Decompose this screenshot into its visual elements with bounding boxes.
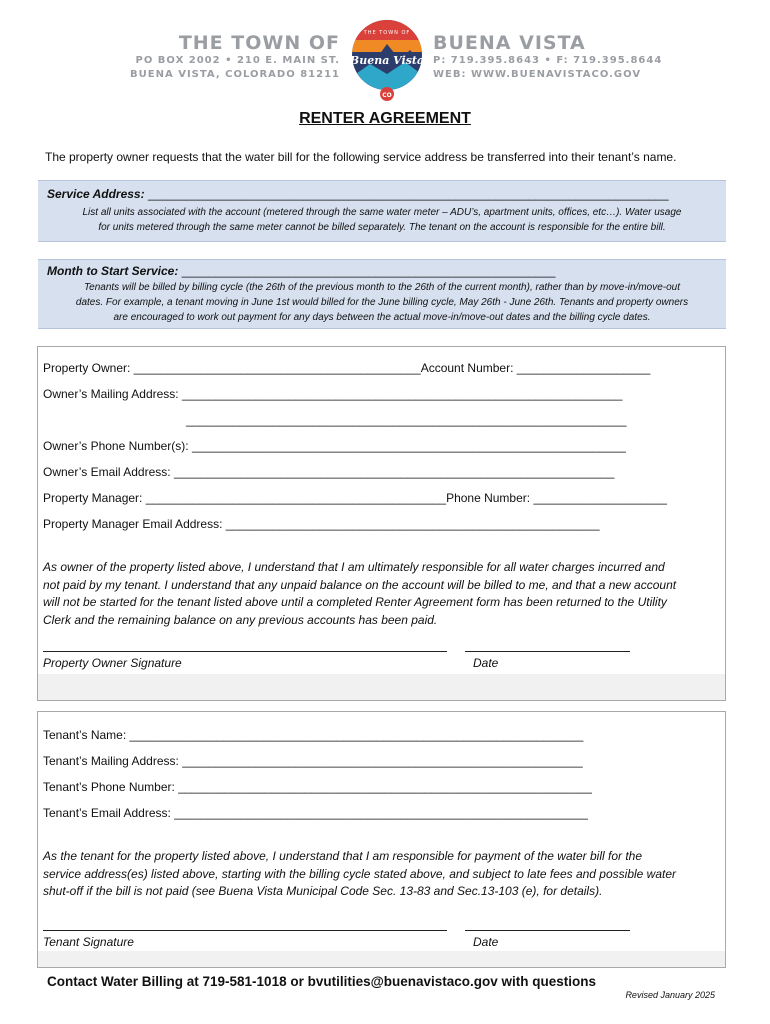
manager-phone-label: Phone Number: <box>446 491 531 505</box>
start-month-line: ________________________________________________________ <box>181 264 556 278</box>
start-month-section <box>38 259 726 329</box>
owner-mailing-label: Owner’s Mailing Address: <box>43 387 179 401</box>
billing-note-line2: dates. For example, a tenant moving in June 1st would billed for the June billing cycle, May 26th - June 26th. Tenants and property owners <box>75 297 689 308</box>
letterhead-web-line: WEB: WWW.BUENAVISTACO.GOV <box>433 69 642 80</box>
service-address-section <box>38 180 726 242</box>
start-month-field[interactable] <box>47 264 555 278</box>
revision-date: Revised January 2025 <box>625 990 715 1000</box>
letterhead-address-line2: BUENA VISTA, COLORADO 81211 <box>130 69 340 80</box>
letterhead-address-block <box>130 32 340 82</box>
tenant-signature-line[interactable] <box>43 930 447 931</box>
account-number-line: ____________________ <box>516 361 651 375</box>
owner-email-field[interactable] <box>43 465 614 479</box>
letterhead <box>0 18 770 104</box>
owner-signature-line[interactable] <box>43 651 447 652</box>
seal-name-text: Buena Vista <box>350 54 424 67</box>
owner-mailing-line-2: __________________________________________________________________ <box>186 413 627 427</box>
seal-state-text: CO <box>382 92 392 99</box>
billing-cycle-note <box>48 280 716 325</box>
owner-phone-field[interactable] <box>43 439 626 453</box>
tenant-mailing-line: ____________________________________________________________ <box>182 754 583 768</box>
owner-phone-label: Owner’s Phone Number(s): <box>43 439 189 453</box>
tenant-phone-field[interactable] <box>43 780 592 794</box>
service-note-line2: for units metered through the same meter cannot be billed separately. The tenant on the account is responsible for the entire bill. <box>98 222 666 233</box>
owner-signature-label: Property Owner Signature <box>43 656 182 670</box>
owner-date-label: Date <box>473 656 499 670</box>
tenant-email-line: ______________________________________________________________ <box>174 806 588 820</box>
property-owner-line: ___________________________________________ <box>133 361 421 375</box>
letterhead-phone-line: P: 719.395.8643 • F: 719.395.8644 <box>433 55 663 66</box>
property-owner-field[interactable] <box>43 361 650 375</box>
tenant-date-label: Date <box>473 935 499 949</box>
tenant-mailing-address-field[interactable] <box>43 754 583 768</box>
owner-statement-line3: will not be started for the tenant listed above until a completed Renter Agreement form has been returned to the Utility <box>43 595 667 609</box>
tenant-statement-line1: As the tenant for the property listed above, I understand that I am responsible for payment of the water bill for the <box>43 849 643 863</box>
owner-mailing-address-field-2[interactable] <box>186 413 626 427</box>
owner-phone-line: _________________________________________________________________ <box>191 439 626 453</box>
property-owner-label: Property Owner: <box>43 361 131 375</box>
tenant-name-label: Tenant’s Name: <box>43 728 127 742</box>
property-manager-line: _____________________________________________ <box>145 491 447 505</box>
owner-date-line[interactable] <box>465 651 630 652</box>
property-manager-field[interactable] <box>43 491 667 505</box>
owner-statement-line1: As owner of the property listed above, I understand that I am ultimately responsible for all water charges incurred and <box>43 560 665 574</box>
owner-responsibility-statement <box>43 559 721 629</box>
contact-info: Contact Water Billing at 719-581-1018 or bvutilities@buenavistaco.gov with questions <box>47 974 597 989</box>
tenant-phone-label: Tenant’s Phone Number: <box>43 780 175 794</box>
tenant-name-field[interactable] <box>43 728 583 742</box>
tenant-section-footer <box>38 951 725 967</box>
manager-phone-line: ____________________ <box>533 491 667 505</box>
billing-note-line3: are encouraged to work out payment for any days between the actual move-in/move-out dates and the billing cycle dates. <box>113 312 651 323</box>
tenant-name-line: ____________________________________________________________________ <box>129 728 584 742</box>
letterhead-right-title: BUENA VISTA <box>433 32 586 54</box>
town-seal-logo <box>350 18 424 104</box>
start-month-label: Month to Start Service: <box>47 264 179 278</box>
letterhead-address-line1: PO BOX 2002 • 210 E. MAIN ST. <box>135 55 340 66</box>
owner-statement-line4: Clerk and the remaining balance on any previous accounts has been paid. <box>43 612 438 627</box>
account-number-label: Account Number: <box>420 361 514 375</box>
tenant-responsibility-statement <box>43 848 721 901</box>
manager-email-line: ________________________________________________________ <box>225 517 600 531</box>
tenant-statement-line3: shut-off if the bill is not paid (see Buena Vista Municipal Code Sec. 13-83 and Sec.13-103 (e), for details). <box>43 884 603 898</box>
seal-top-text: THE TOWN OF <box>363 30 411 36</box>
tenant-mailing-label: Tenant’s Mailing Address: <box>43 754 179 768</box>
page-title: RENTER AGREEMENT <box>299 110 471 127</box>
owner-section <box>37 346 726 701</box>
tenant-statement-line2: service address(es) listed above, starting with the billing cycle stated above, and subject to late fees and possible water <box>43 866 677 881</box>
service-address-line: ______________________________________________________________________________ <box>147 187 669 201</box>
manager-email-label: Property Manager Email Address: <box>43 517 223 531</box>
service-note <box>48 205 716 235</box>
service-note-line1: List all units associated with the account (metered through the same water meter – ADU’s, apartment units, offices, etc…). Water usage <box>82 207 682 218</box>
service-address-field[interactable] <box>47 187 669 201</box>
owner-email-label: Owner’s Email Address: <box>43 465 171 479</box>
tenant-signature-label: Tenant Signature <box>43 935 134 949</box>
billing-note-line1: Tenants will be billed by billing cycle (the 26th of the previous month to the 26th of the current month), rather than by move-in/move-out <box>83 282 681 293</box>
tenant-phone-line: ______________________________________________________________ <box>178 780 592 794</box>
owner-statement-line2: not paid by my tenant. I understand that any unpaid balance on the account will be billed to me, and that a new account <box>43 577 677 592</box>
tenant-date-line[interactable] <box>465 930 630 931</box>
letterhead-contact-block <box>433 32 662 82</box>
tenant-email-field[interactable] <box>43 806 588 820</box>
property-manager-label: Property Manager: <box>43 491 143 505</box>
owner-mailing-address-field[interactable] <box>43 387 622 401</box>
tenant-section <box>37 711 726 968</box>
owner-email-line: __________________________________________________________________ <box>173 465 615 479</box>
manager-email-field[interactable] <box>43 517 600 531</box>
intro-text: The property owner requests that the water bill for the following service address be transferred into their tenant’s name. <box>45 150 677 164</box>
letterhead-left-title: THE TOWN OF <box>178 32 340 54</box>
tenant-email-label: Tenant’s Email Address: <box>43 806 171 820</box>
service-address-label: Service Address: <box>47 187 145 201</box>
owner-mailing-line: __________________________________________________________________ <box>181 387 623 401</box>
owner-section-footer <box>38 674 725 700</box>
